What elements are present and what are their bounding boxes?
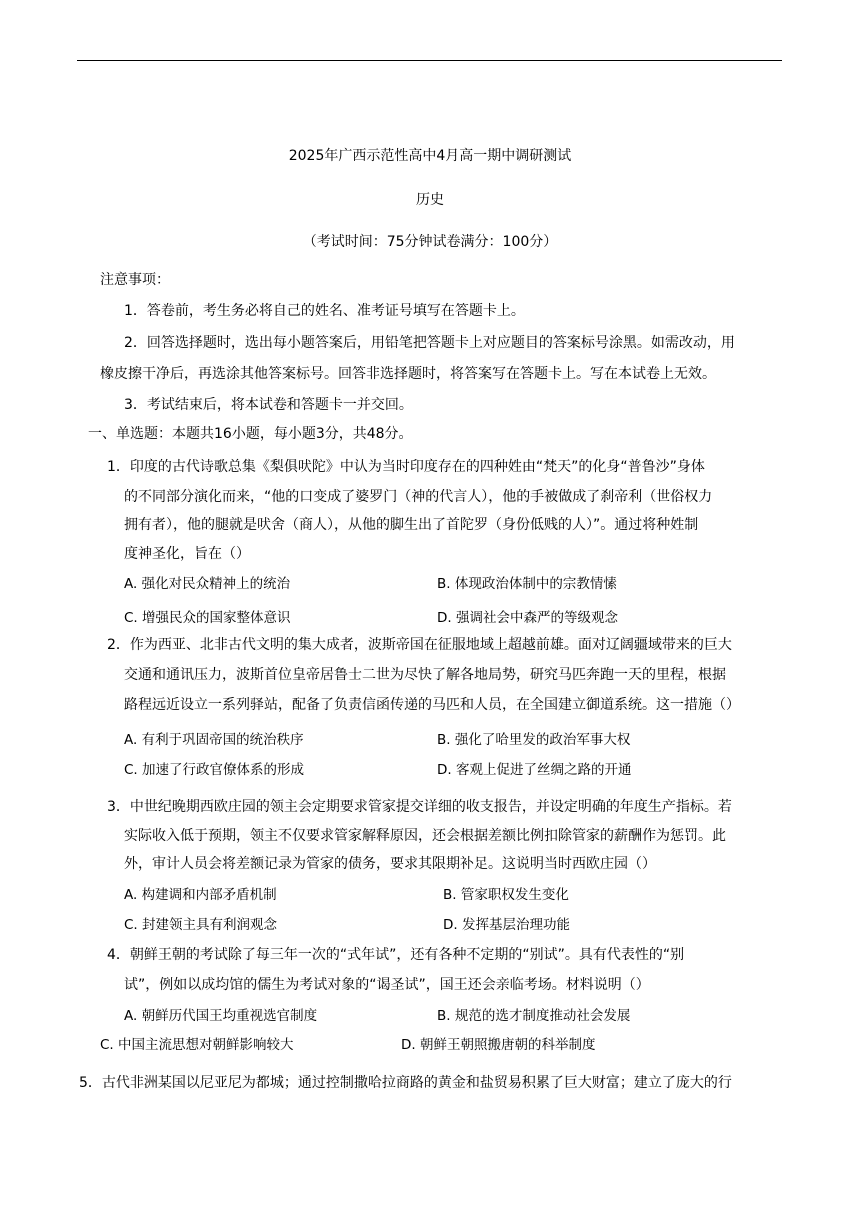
- question-4-option-c: C. 中国主流思想对朝鲜影响较大: [100, 1037, 294, 1053]
- exam-info: （考试时间：75分钟试卷满分：100分）: [302, 234, 558, 250]
- question-4-option-b: B. 规范的选才制度推动社会发展: [437, 1008, 631, 1024]
- question-2-line-3: 路程远近设立一系列驿站，配备了负责信函传递的马匹和人员，在全国建立御道系统。这一措施（）: [124, 697, 740, 713]
- question-2-option-a: A. 有利于巩固帝国的统治秩序: [124, 732, 304, 748]
- exam-title: 2025年广西示范性高中4月高一期中调研测试: [288, 148, 572, 164]
- question-1-option-c: C. 增强民众的国家整体意识: [124, 610, 291, 626]
- question-1-line-3: 拥有者），他的腿就是吠舍（商人），从他的脚生出了首陀罗（身份低贱的人）”。通过将种姓制: [124, 517, 699, 533]
- question-1-option-a: A. 强化对民众精神上的统治: [124, 576, 291, 592]
- notice-item-2-cont: 橡皮擦干净后，再选涂其他答案标号。回答非选择题时，将答案写在答题卡上。写在本试卷上无效。: [100, 366, 716, 382]
- question-2-line-1: 2．作为西亚、北非古代文明的集大成者，波斯帝国在征服地域上超越前雄。面对辽阔疆域带来的巨大: [107, 637, 732, 653]
- notice-heading: 注意事项：: [100, 272, 170, 288]
- question-1-line-2: 的不同部分演化而来，“他的口变成了婆罗门（神的代言人），他的手被做成了刹帝利（世俗权力: [124, 489, 713, 505]
- question-2-line-2: 交通和通讯压力，波斯首位皇帝居鲁士二世为尽快了解各地局势，研究马匹奔跑一天的里程，根据: [124, 667, 726, 683]
- question-1-line-1: 1．印度的古代诗歌总集《梨俱吠陀》中认为当时印度存在的四种姓由“梵天”的化身“普鲁沙”身体: [107, 459, 705, 475]
- question-5-line-1: 5．古代非洲某国以尼亚尼为都城；通过控制撒哈拉商路的黄金和盐贸易积累了巨大财富；建立了庞大的行: [79, 1075, 732, 1091]
- question-2-option-c: C. 加速了行政官僚体系的形成: [124, 762, 305, 778]
- question-2-option-d: D. 客观上促进了丝绸之路的开通: [437, 762, 632, 778]
- question-4-line-2: 试”，例如以成均馆的儒生为考试对象的“谒圣试”，国王还会亲临考场。材料说明（）: [124, 977, 650, 993]
- question-3-line-2: 实际收入低于预期，领主不仅要求管家解释原因，还会根据差额比例扣除管家的薪酬作为惩罚。此: [124, 828, 726, 844]
- subject-title: 历史: [416, 192, 444, 208]
- notice-item-1: 1．答卷前，考生务必将自己的姓名、准考证号填写在答题卡上。: [124, 303, 525, 319]
- question-3-line-1: 3．中世纪晚期西欧庄园的领主会定期要求管家提交详细的收支报告，并设定明确的年度生产指标。若: [107, 799, 732, 815]
- question-4-option-d: D. 朝鲜王朝照搬唐朝的科举制度: [401, 1037, 596, 1053]
- header-rule: [77, 60, 782, 61]
- question-3-option-c: C. 封建领主具有利润观念: [124, 917, 278, 933]
- question-3-option-a: A. 构建调和内部矛盾机制: [124, 887, 277, 903]
- question-1-option-b: B. 体现政治体制中的宗教情愫: [437, 576, 617, 592]
- question-4-option-a: A. 朝鲜历代国王均重视选官制度: [124, 1008, 318, 1024]
- question-4-line-1: 4．朝鲜王朝的考试除了每三年一次的“式年试”，还有各种不定期的“别试”。具有代表性的“别: [107, 947, 685, 963]
- question-1-option-d: D. 强调社会中森严的等级观念: [437, 610, 618, 626]
- section-heading: 一、单选题：本题共16小题，每小题3分，共48分。: [88, 426, 413, 442]
- question-3-option-b: B. 管家职权发生变化: [443, 887, 569, 903]
- question-2-option-b: B. 强化了哈里发的政治军事大权: [437, 732, 631, 748]
- question-3-line-3: 外，审计人员会将差额记录为管家的债务，要求其限期补足。这说明当时西欧庄园（）: [124, 856, 656, 872]
- question-3-option-d: D. 发挥基层治理功能: [443, 917, 570, 933]
- question-1-line-4: 度神圣化，旨在（）: [124, 546, 250, 562]
- notice-item-2: 2．回答选择题时，选出每小题答案后，用铅笔把答题卡上对应题目的答案标号涂黑。如需改动，用: [124, 335, 735, 351]
- notice-item-3: 3．考试结束后，将本试卷和答题卡一并交回。: [124, 397, 413, 413]
